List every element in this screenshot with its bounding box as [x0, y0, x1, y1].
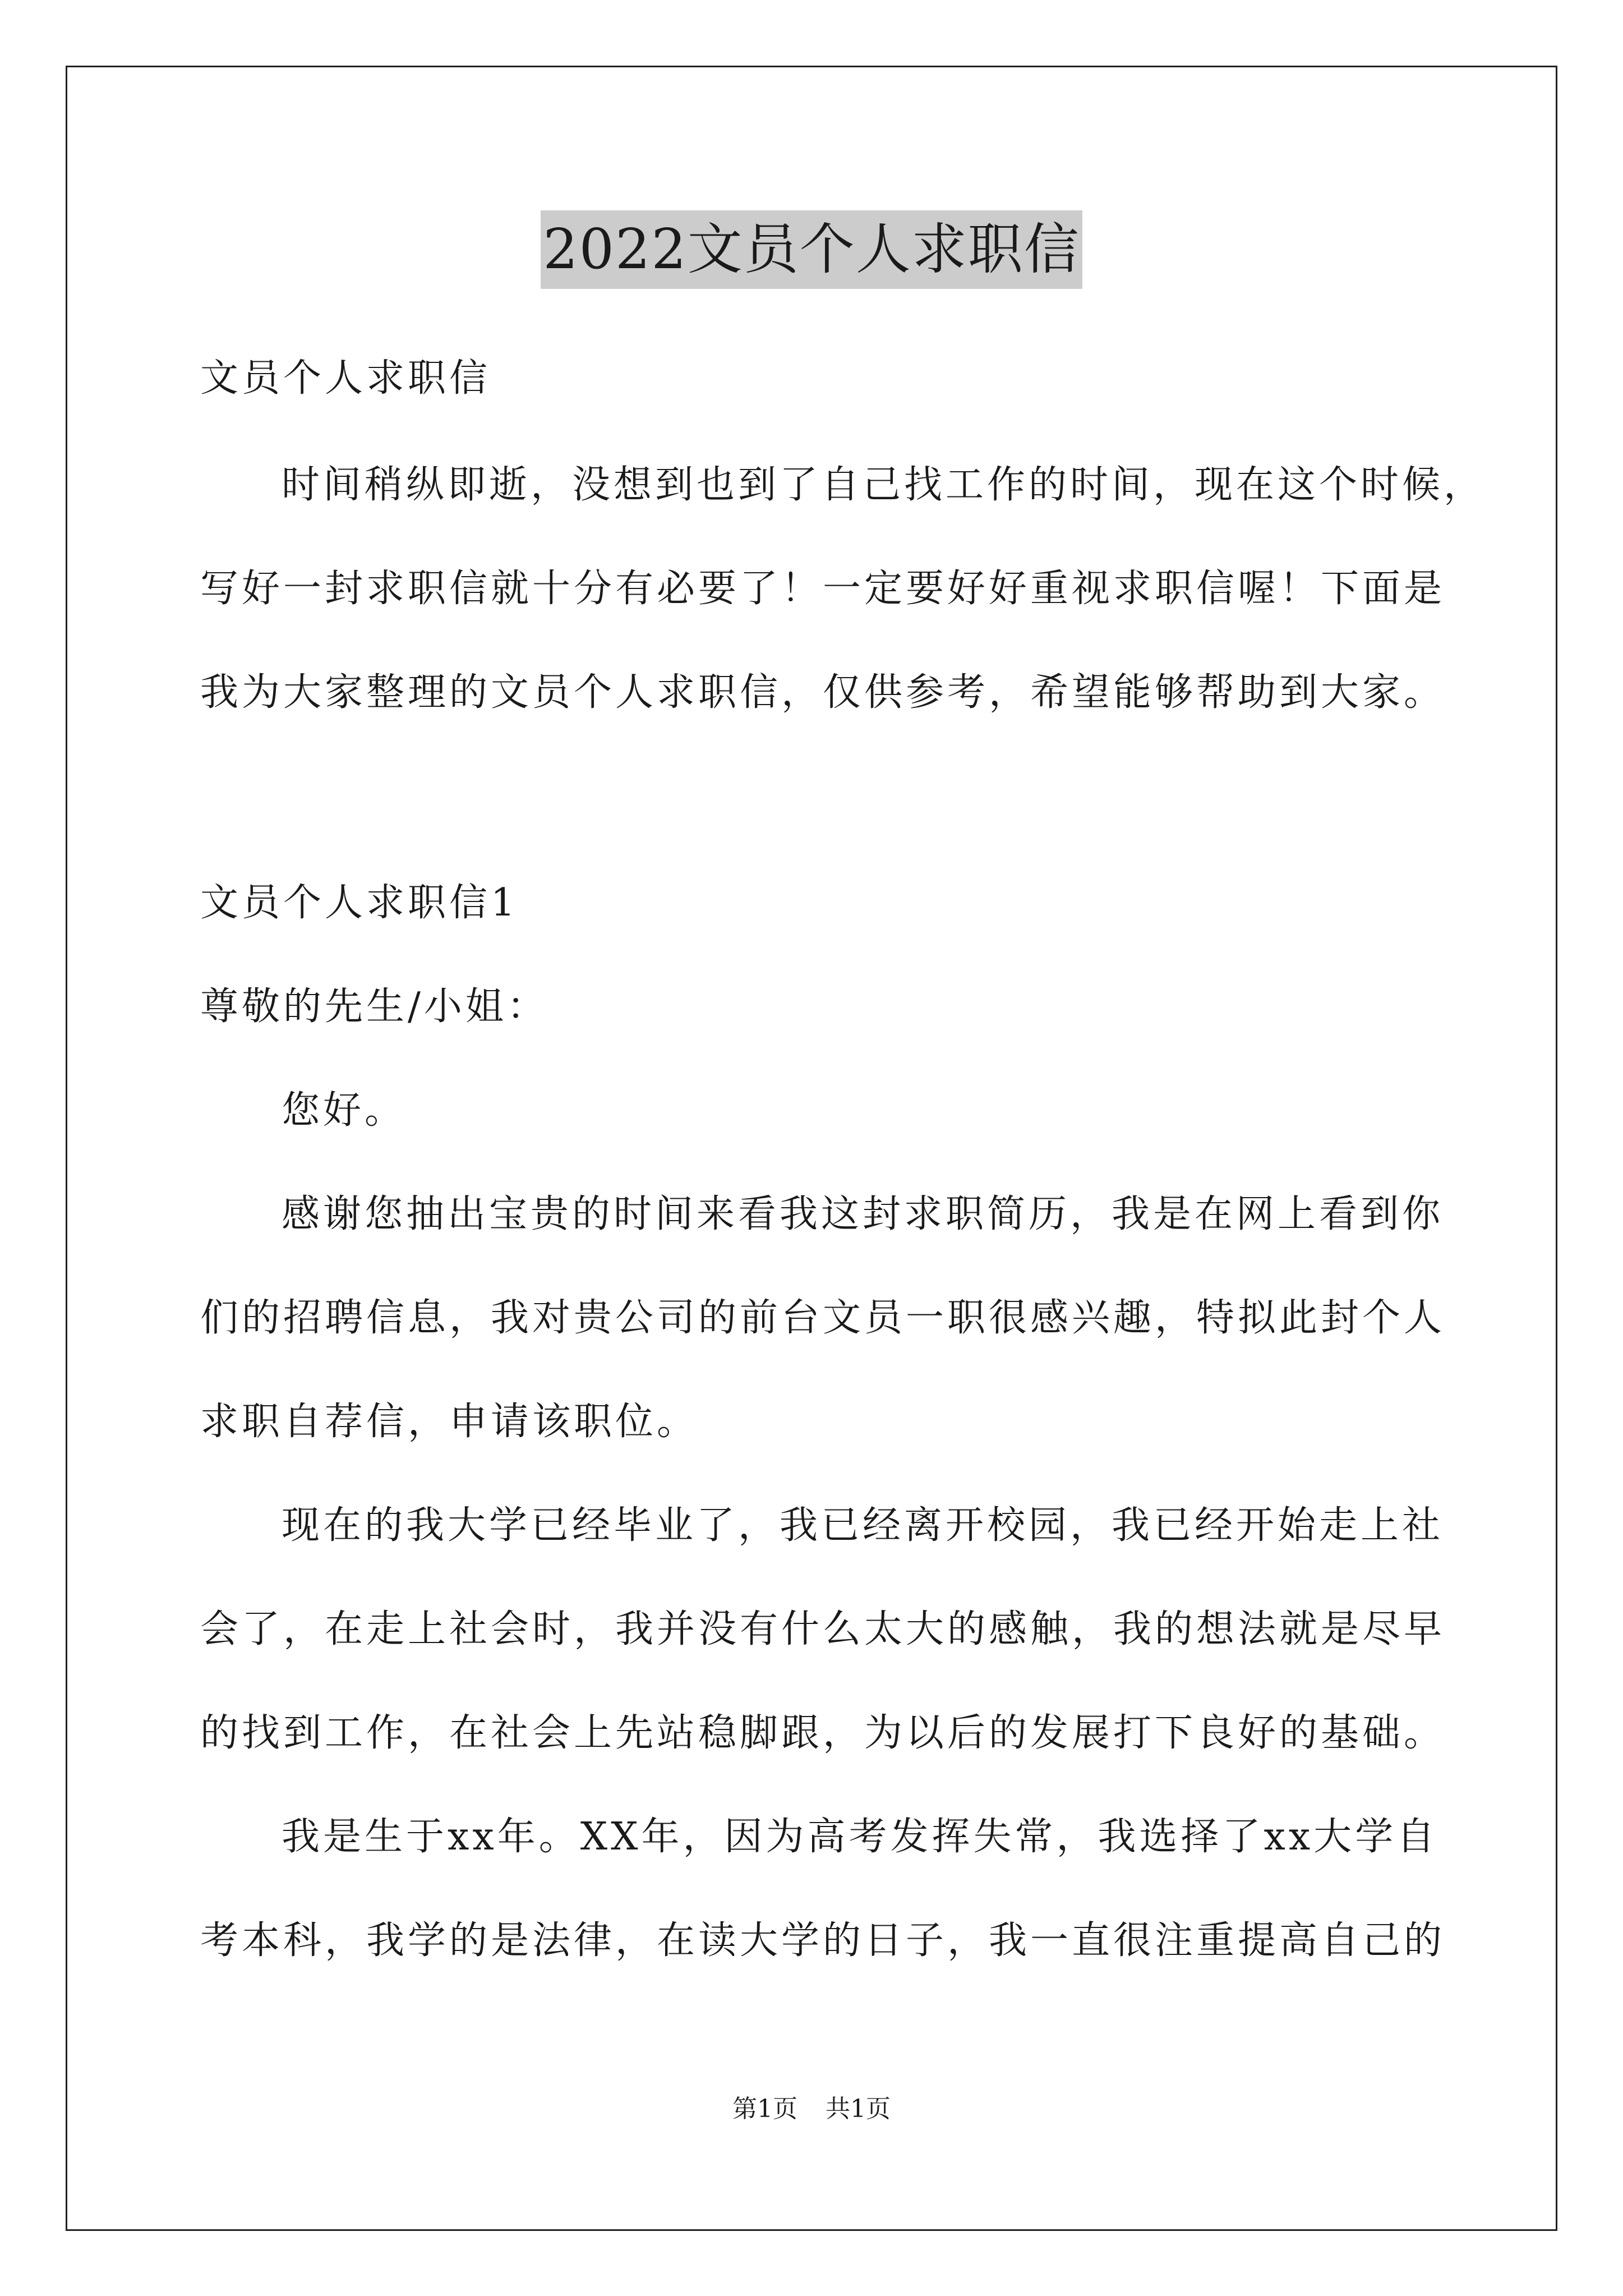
paragraph-line: 写好一封求职信就十分有必要了！一定要好好重视求职信喔！下面是	[200, 567, 1446, 611]
document-title: 2022文员个人求职信	[541, 210, 1082, 289]
document-title-wrap	[0, 210, 1623, 289]
paragraph-line: 求职自荐信，申请该职位。	[200, 1400, 699, 1444]
letter-heading: 文员个人求职信1	[200, 881, 519, 925]
page-footer	[0, 2092, 1623, 2126]
paragraph-line: 时间稍纵即逝，没想到也到了自己找工作的时间，现在这个时候，	[282, 463, 1486, 507]
page-number: 第1页	[732, 2095, 797, 2123]
paragraph-line: 们的招聘信息，我对贵公司的前台文员一职很感兴趣，特拟此封个人	[200, 1296, 1446, 1340]
paragraph-line: 我是生于xx年。XX年，因为高考发挥失常，我选择了xx大学自	[282, 1815, 1438, 1859]
paragraph-line: 考本科，我学的是法律，在读大学的日子，我一直很注重提高自己的	[200, 1918, 1446, 1963]
page-total: 共1页	[826, 2095, 891, 2123]
paragraph-line: 会了，在走上社会时，我并没有什么太大的感触，我的想法就是尽早	[200, 1607, 1446, 1651]
paragraph-line: 的找到工作，在社会上先站稳脚跟，为以后的发展打下良好的基础。	[200, 1711, 1446, 1755]
paragraph-line: 我为大家整理的文员个人求职信，仅供参考，希望能够帮助到大家。	[200, 670, 1446, 715]
paragraph-line: 感谢您抽出宝贵的时间来看我这封求职简历，我是在网上看到你	[282, 1192, 1444, 1236]
salutation: 尊敬的先生/小姐：	[200, 984, 548, 1029]
paragraph-line: 现在的我大学已经毕业了，我已经离开校园，我已经开始走上社	[282, 1503, 1444, 1548]
section-heading: 文员个人求职信	[200, 356, 491, 401]
greeting: 您好。	[282, 1088, 407, 1133]
